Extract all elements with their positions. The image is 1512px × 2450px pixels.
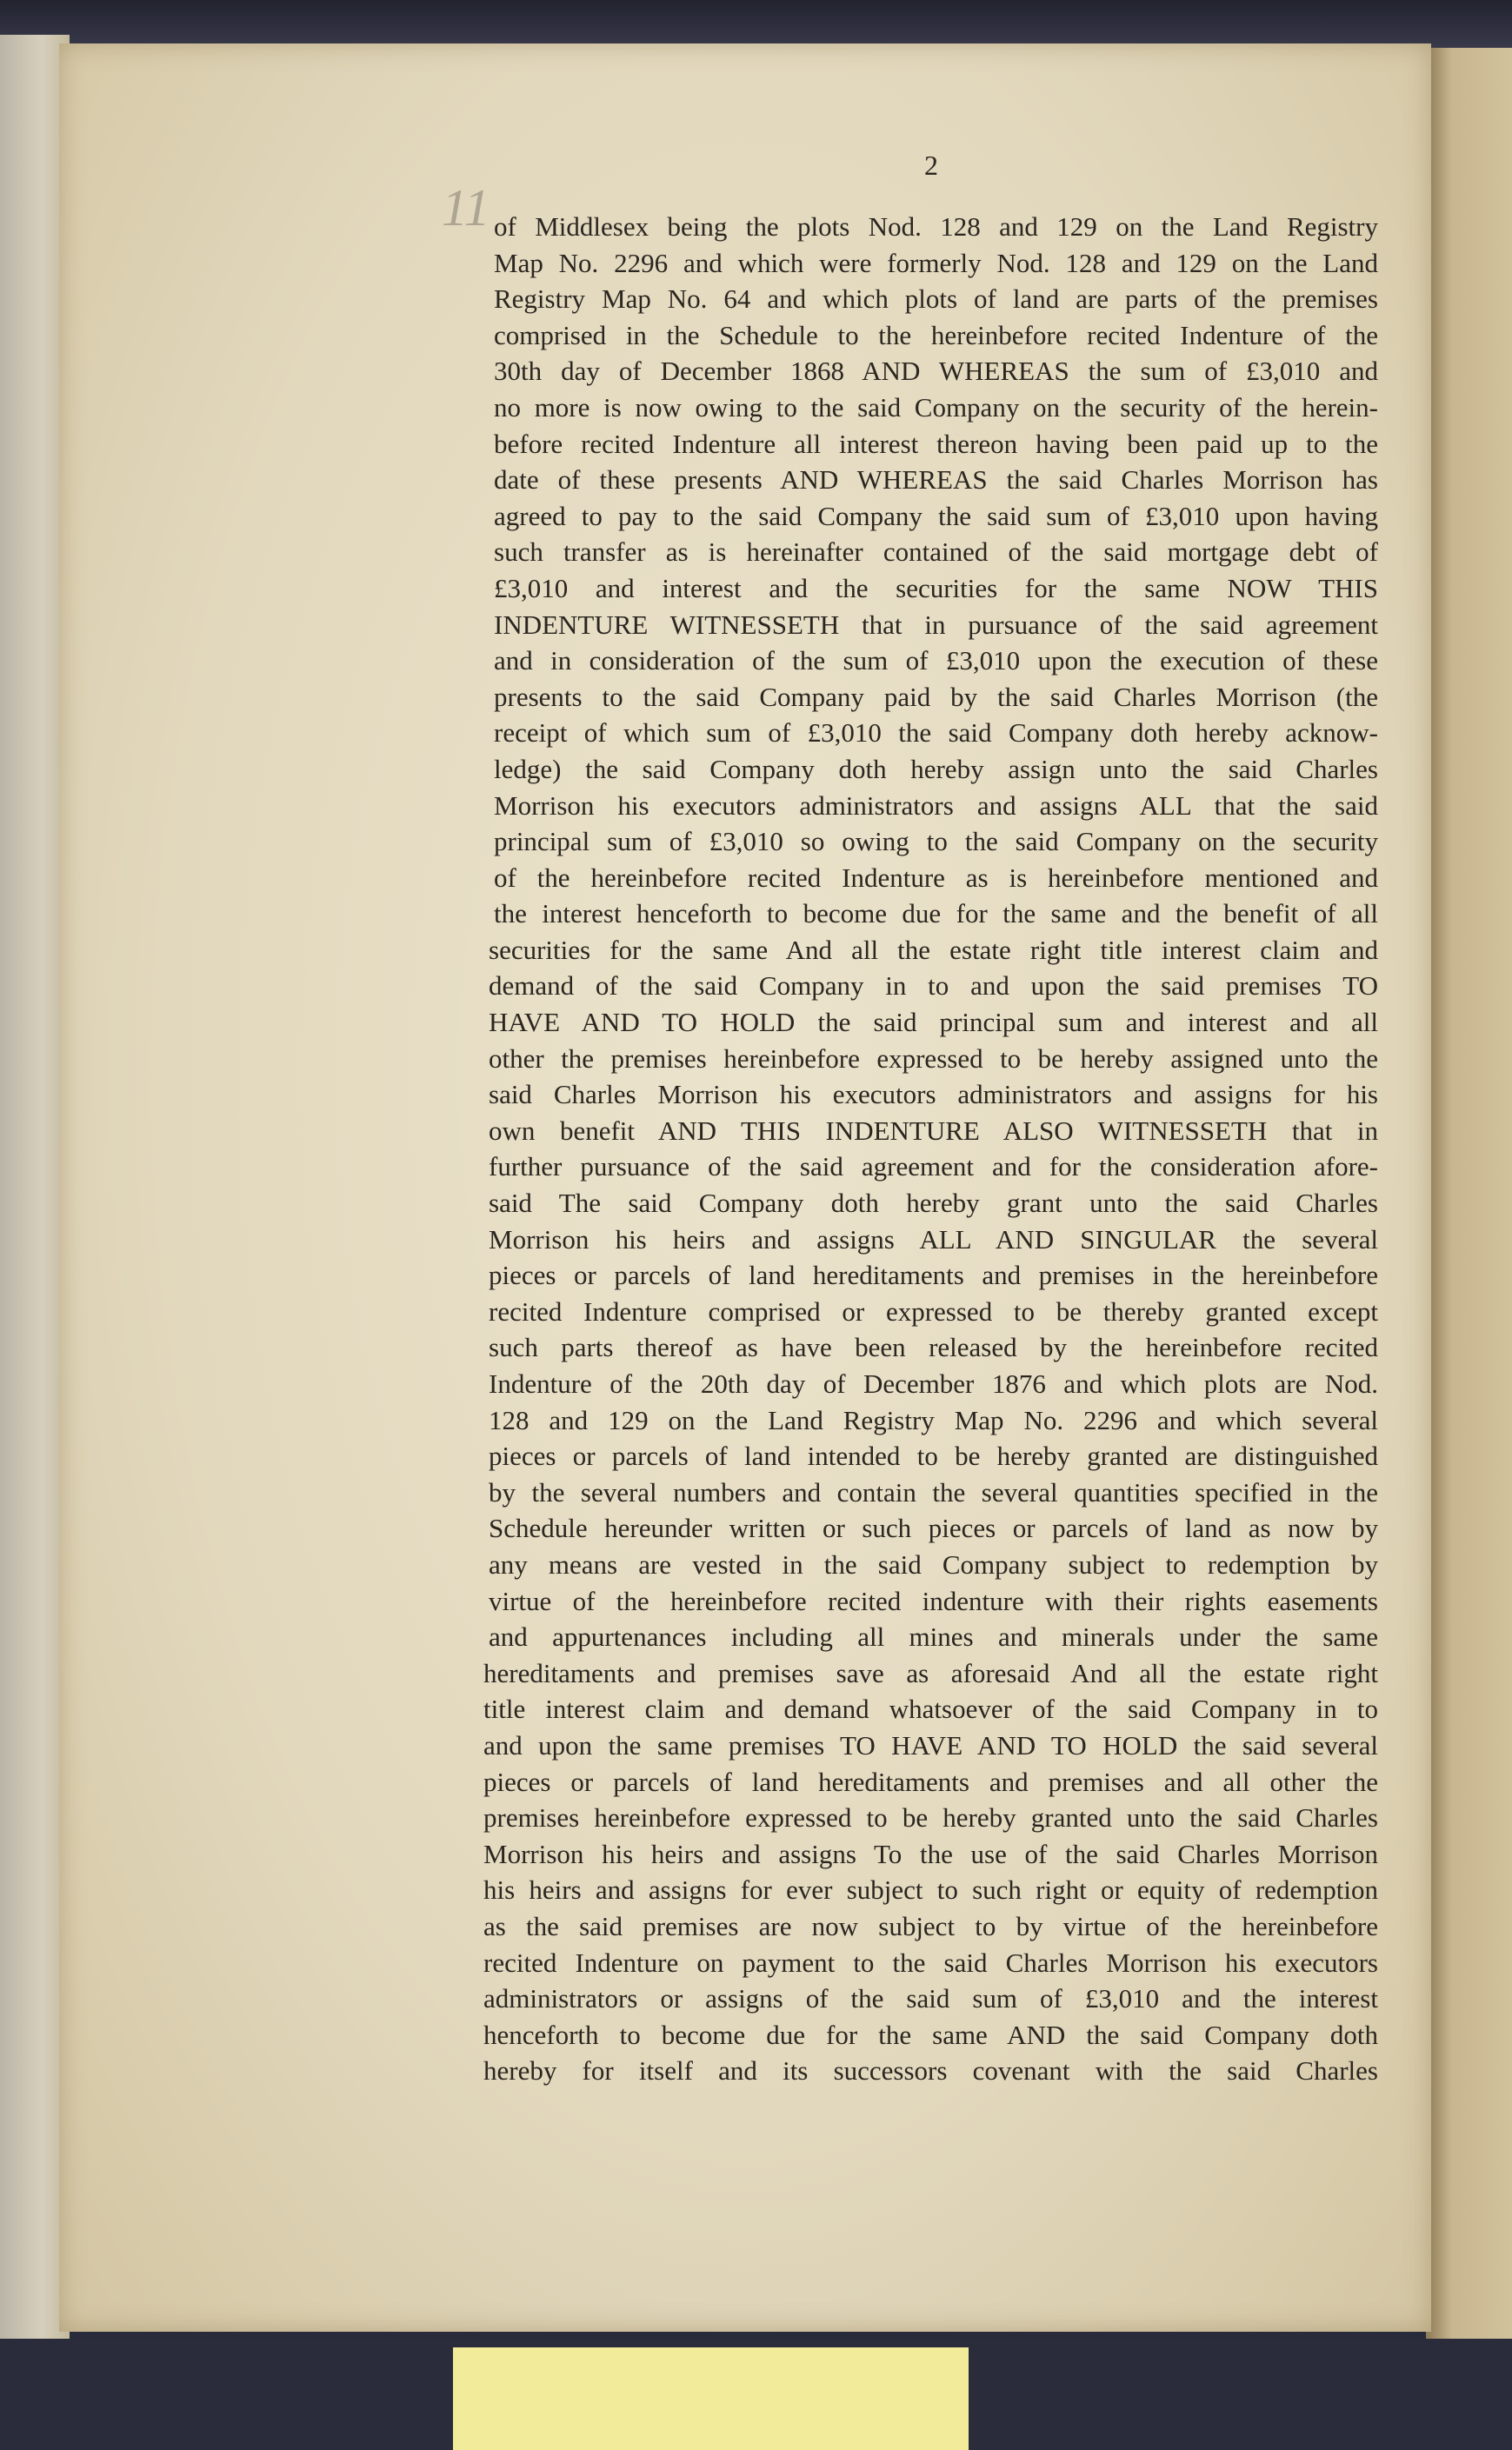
text-line: administrators or assigns of the said sum of £3,010 and the interest (483, 1983, 1378, 2014)
text-line: Schedule hereunder written or such pieces or parcels of land as now by (489, 1513, 1378, 1544)
text-line: recited Indenture on payment to the said Charles Morrison his executors (483, 1947, 1378, 1978)
text-line: Morrison his heirs and assigns ALL AND SINGULAR the several (489, 1223, 1378, 1255)
text-line: pieces or parcels of land hereditaments and premises in the hereinbefore (489, 1260, 1378, 1291)
text-line: pieces or parcels of land intended to be hereby granted are distinguished (489, 1441, 1378, 1472)
text-line: demand of the said Company in to and upon the said premises TO (489, 970, 1378, 1002)
text-line: 30th day of December 1868 AND WHEREAS the sum of £3,010 and (494, 356, 1378, 387)
text-line: £3,010 and interest and the securities for the same NOW THIS (494, 572, 1378, 603)
text-line: said Charles Morrison his executors administrators and assigns for his (489, 1079, 1378, 1110)
text-line: and appurtenances including all mines and minerals under the same (489, 1621, 1378, 1653)
text-line: own benefit AND THIS INDENTURE ALSO WITNESSETH that in (489, 1115, 1378, 1146)
text-line: presents to the said Company paid by the said Charles Morrison (the (494, 681, 1378, 712)
page-number: 2 (924, 150, 938, 181)
text-line: INDENTURE WITNESSETH that in pursuance of the said agreement (494, 609, 1378, 640)
pencil-margin-annotation: 11 (442, 179, 490, 236)
text-line: other the premises hereinbefore expressed to be hereby assigned unto the (489, 1042, 1378, 1074)
text-line: and in consideration of the sum of £3,010 upon the execution of these (494, 645, 1378, 676)
text-line: title interest claim and demand whatsoever of the said Company in to (483, 1694, 1378, 1725)
text-line: further pursuance of the said agreement and for the consideration afore- (489, 1151, 1378, 1182)
text-line: pieces or parcels of land hereditaments and premises and all other the (483, 1766, 1378, 1797)
indenture-text (483, 209, 1378, 2089)
text-line: no more is now owing to the said Company on the security of the herein- (494, 391, 1378, 423)
next-page-edge (1426, 48, 1512, 2343)
text-line: such parts thereof as have been released by the hereinbefore recited (489, 1332, 1378, 1363)
text-line: 128 and 129 on the Land Registry Map No. 2296 and which several (489, 1404, 1378, 1435)
text-line: of Middlesex being the plots Nod. 128 and 129 on the Land Registry (494, 211, 1378, 242)
text-line: date of these presents AND WHEREAS the said Charles Morrison has (494, 464, 1378, 496)
text-line: HAVE AND TO HOLD the said principal sum and interest and all (489, 1007, 1378, 1038)
text-line: Registry Map No. 64 and which plots of land are parts of the premises (494, 283, 1378, 315)
text-line: Map No. 2296 and which were formerly Nod. 128 and 129 on the Land (494, 247, 1378, 278)
text-line: hereby for itself and its successors covenant with the said Charles (483, 2055, 1378, 2087)
text-line: Indenture of the 20th day of December 1876 and which plots are Nod. (489, 1368, 1378, 1399)
text-line: the interest henceforth to become due for the same and the benefit of all (494, 898, 1378, 929)
text-line: securities for the same And all the estate right title interest claim and (489, 934, 1378, 965)
text-line: agreed to pay to the said Company the said sum of £3,010 upon having (494, 500, 1378, 531)
text-line: such transfer as is hereinafter contained of the said mortgage debt of (494, 536, 1378, 568)
sticky-note (453, 2347, 969, 2450)
text-line: said The said Company doth hereby grant unto the said Charles (489, 1188, 1378, 1219)
text-line: Morrison his heirs and assigns To the use of the said Charles Morrison (483, 1838, 1378, 1869)
text-line: recited Indenture comprised or expressed to be thereby granted except (489, 1295, 1378, 1327)
text-line: virtue of the hereinbefore recited indenture with their rights easements (489, 1585, 1378, 1616)
text-line: and upon the same premises TO HAVE AND TO HOLD the said several (483, 1729, 1378, 1761)
text-line: receipt of which sum of £3,010 the said Company doth hereby acknow- (494, 717, 1378, 749)
text-line: by the several numbers and contain the several quantities specified in the (489, 1476, 1378, 1508)
text-line: comprised in the Schedule to the hereinbefore recited Indenture of the (494, 319, 1378, 350)
text-line: ledge) the said Company doth hereby assign unto the said Charles (494, 753, 1378, 784)
text-line: hereditaments and premises save as aforesaid And all the estate right (483, 1657, 1378, 1688)
text-line: of the hereinbefore recited Indenture as is hereinbefore mentioned and (494, 862, 1378, 893)
text-line: as the said premises are now subject to by virtue of the hereinbefore (483, 1910, 1378, 1941)
text-line: principal sum of £3,010 so owing to the said Company on the security (494, 826, 1378, 857)
text-line: henceforth to become due for the same AND the said Company doth (483, 2019, 1378, 2050)
text-line: any means are vested in the said Company subject to redemption by (489, 1548, 1378, 1580)
text-line: Morrison his executors administrators and assigns ALL that the said (494, 789, 1378, 821)
text-line: before recited Indenture all interest thereon having been paid up to the (494, 428, 1378, 459)
text-line: premises hereinbefore expressed to be hereby granted unto the said Charles (483, 1802, 1378, 1834)
text-line: his heirs and assigns for ever subject to such right or equity of redemption (483, 1874, 1378, 1906)
